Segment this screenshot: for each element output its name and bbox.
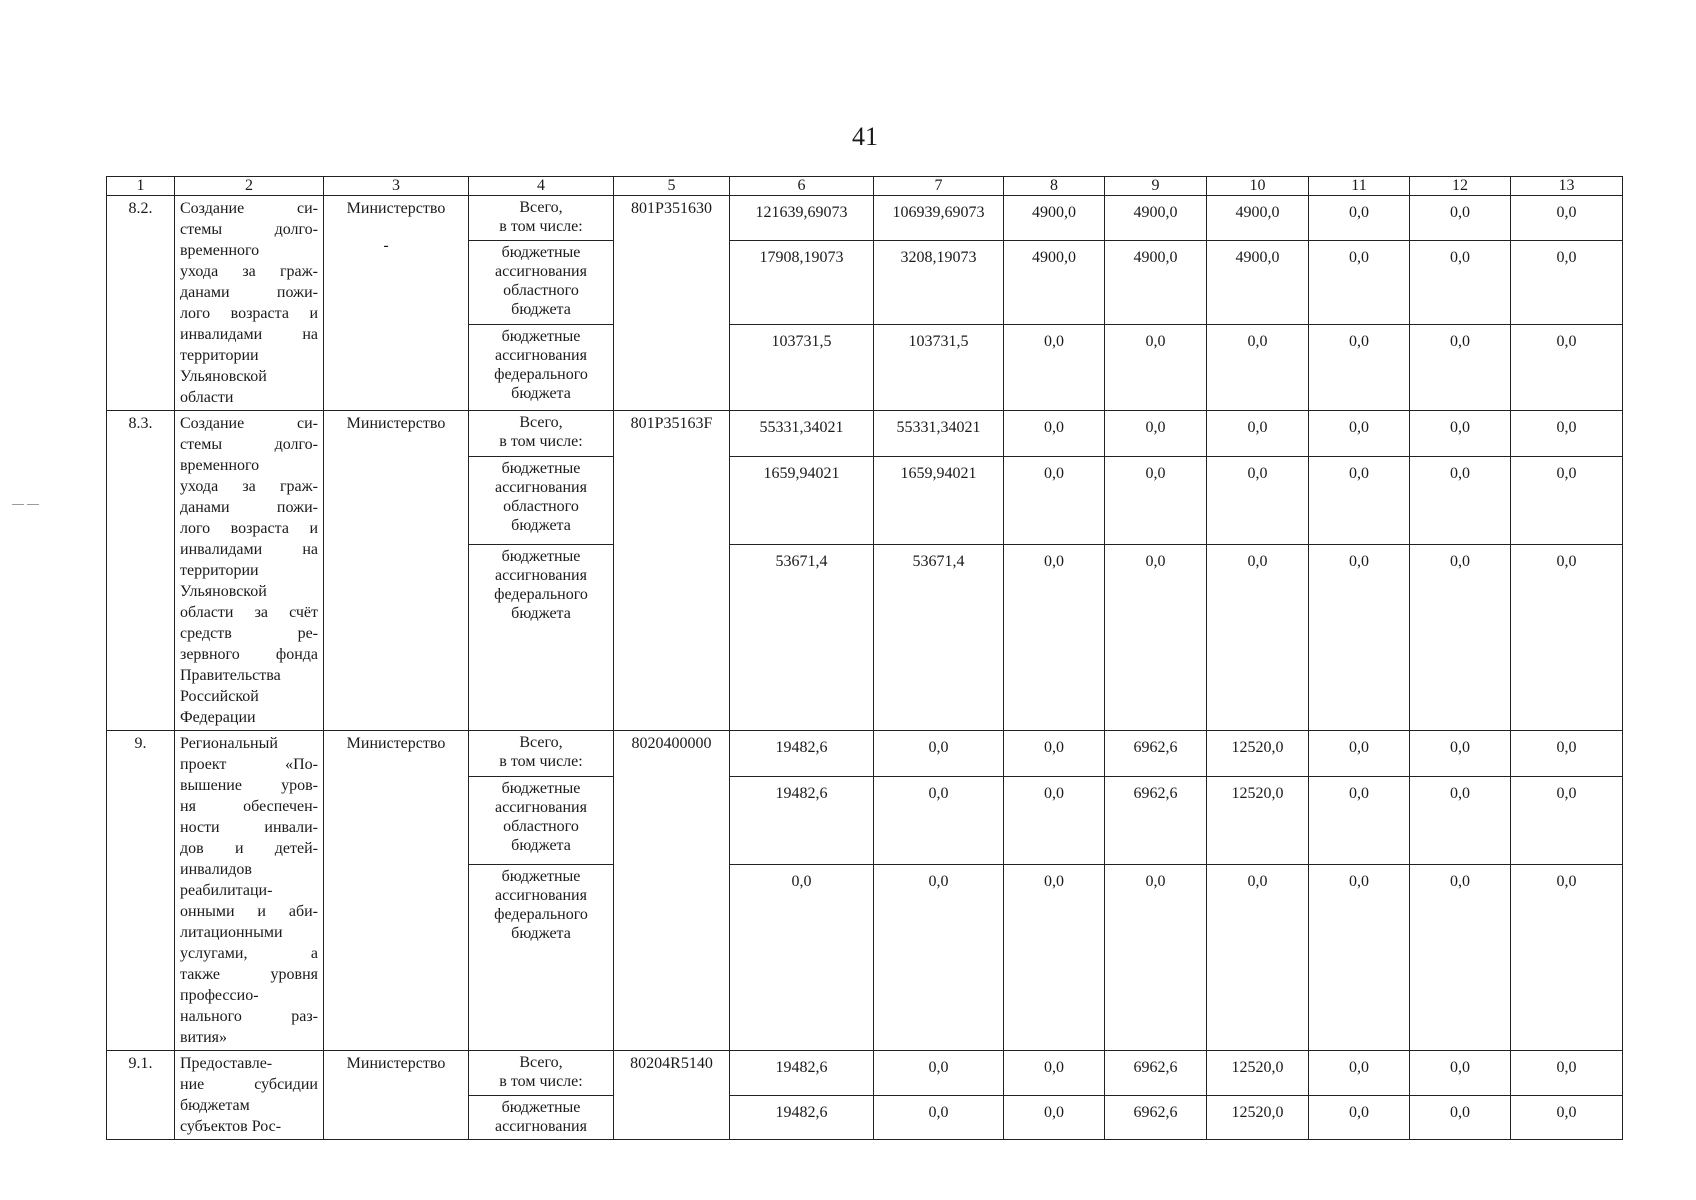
- amount-col-6: 1659,94021: [730, 457, 874, 545]
- row-number: 9.: [107, 731, 175, 1051]
- executor-text: Министерство: [346, 1055, 446, 1072]
- header-row: [107, 177, 1623, 196]
- amount-col-9: 6962,6: [1105, 777, 1207, 865]
- amount-col-10: 12520,0: [1207, 731, 1309, 777]
- activity-name-line: дов и детей-: [180, 840, 318, 857]
- activity-name-line: инвалидами на: [180, 326, 318, 343]
- column-number-11: 11: [1309, 177, 1410, 196]
- column-number-2: 2: [175, 177, 324, 196]
- column-number-4: 4: [469, 177, 614, 196]
- amount-col-13: 0,0: [1511, 240, 1623, 325]
- amount-col-13: 0,0: [1511, 865, 1623, 1051]
- amount-col-9: 6962,6: [1105, 1051, 1207, 1096]
- activity-name-line: вития»: [180, 1029, 228, 1046]
- amount-col-12: 0,0: [1410, 240, 1511, 325]
- activity-name: [175, 731, 324, 1051]
- executor-text: Министерство: [346, 415, 446, 432]
- budget-code: 801P35163F: [614, 411, 730, 731]
- amount-col-11: 0,0: [1309, 731, 1410, 777]
- amount-col-6: 121639,69073: [730, 196, 874, 241]
- activity-name-line: Российской: [180, 688, 259, 705]
- column-number-6: 6: [730, 177, 874, 196]
- executor: [324, 196, 469, 411]
- amount-col-13: 0,0: [1511, 1051, 1623, 1096]
- table-body: [107, 196, 1623, 1140]
- funding-source: Всего, в том числе:: [469, 731, 614, 777]
- amount-col-7: 106939,69073: [874, 196, 1004, 241]
- amount-col-10: 12520,0: [1207, 1095, 1309, 1140]
- executor: [324, 731, 469, 1051]
- amount-col-8: 0,0: [1004, 731, 1105, 777]
- column-number-8: 8: [1004, 177, 1105, 196]
- activity-name-line: средств ре-: [180, 625, 318, 642]
- table-row: [107, 411, 1623, 457]
- amount-col-13: 0,0: [1511, 325, 1623, 411]
- amount-col-12: 0,0: [1410, 457, 1511, 545]
- activity-name-line: Создание си-: [180, 200, 318, 217]
- amount-col-8: 4900,0: [1004, 240, 1105, 325]
- column-number-5: 5: [614, 177, 730, 196]
- amount-col-10: 0,0: [1207, 865, 1309, 1051]
- scan-artifact: — —: [12, 496, 39, 510]
- funding-source: бюджетные ассигнования областного бюджета: [469, 457, 614, 545]
- amount-col-8: 0,0: [1004, 457, 1105, 545]
- amount-col-12: 0,0: [1410, 196, 1511, 241]
- amount-col-13: 0,0: [1511, 411, 1623, 457]
- activity-name-line: ности инвали-: [180, 819, 318, 836]
- column-number-1: 1: [107, 177, 175, 196]
- amount-col-10: 0,0: [1207, 545, 1309, 731]
- activity-name-line: данами пожи-: [180, 499, 318, 516]
- amount-col-12: 0,0: [1410, 1051, 1511, 1096]
- executor-mark: -: [383, 237, 389, 254]
- row-number: 9.1.: [107, 1051, 175, 1140]
- funding-source: бюджетные ассигнования федерального бюджета: [469, 865, 614, 1051]
- amount-col-6: 53671,4: [730, 545, 874, 731]
- amount-col-12: 0,0: [1410, 325, 1511, 411]
- activity-name-line: Федерации: [180, 709, 256, 726]
- column-number-3: 3: [324, 177, 469, 196]
- amount-col-11: 0,0: [1309, 1051, 1410, 1096]
- amount-col-7: 103731,5: [874, 325, 1004, 411]
- table-row: [107, 731, 1623, 777]
- amount-col-11: 0,0: [1309, 777, 1410, 865]
- amount-col-6: 17908,19073: [730, 240, 874, 325]
- amount-col-7: 0,0: [874, 865, 1004, 1051]
- amount-col-11: 0,0: [1309, 457, 1410, 545]
- amount-col-7: 0,0: [874, 731, 1004, 777]
- activity-name-line: Создание си-: [180, 415, 318, 432]
- amount-col-8: 0,0: [1004, 865, 1105, 1051]
- amount-col-9: 0,0: [1105, 411, 1207, 457]
- activity-name-line: инвалидами на: [180, 541, 318, 558]
- budget-table: [106, 176, 1623, 1140]
- activity-name-line: нального раз-: [180, 1008, 318, 1025]
- amount-col-7: 53671,4: [874, 545, 1004, 731]
- column-number-9: 9: [1105, 177, 1207, 196]
- activity-name-line: вышение уров-: [180, 777, 318, 794]
- amount-col-8: 4900,0: [1004, 196, 1105, 241]
- table-row: [107, 1051, 1623, 1096]
- activity-name-line: Региональный: [180, 735, 278, 752]
- amount-col-11: 0,0: [1309, 865, 1410, 1051]
- activity-name-line: ня обеспечен-: [180, 798, 318, 815]
- activity-name-line: инвалидов: [180, 861, 252, 878]
- column-number-7: 7: [874, 177, 1004, 196]
- amount-col-13: 0,0: [1511, 457, 1623, 545]
- activity-name-line: субъектов Рос-: [180, 1118, 282, 1135]
- amount-col-13: 0,0: [1511, 777, 1623, 865]
- amount-col-11: 0,0: [1309, 325, 1410, 411]
- funding-source: бюджетные ассигнования: [469, 1095, 614, 1140]
- activity-name: [175, 1051, 324, 1140]
- activity-name-line: бюджетам: [180, 1097, 250, 1114]
- row-number: 8.2.: [107, 196, 175, 411]
- amount-col-9: 0,0: [1105, 325, 1207, 411]
- amount-col-13: 0,0: [1511, 1095, 1623, 1140]
- amount-col-13: 0,0: [1511, 196, 1623, 241]
- amount-col-9: 4900,0: [1105, 196, 1207, 241]
- amount-col-6: 19482,6: [730, 777, 874, 865]
- amount-col-8: 0,0: [1004, 325, 1105, 411]
- activity-name-line: проект «По-: [180, 756, 318, 773]
- amount-col-10: 4900,0: [1207, 240, 1309, 325]
- amount-col-6: 0,0: [730, 865, 874, 1051]
- amount-col-12: 0,0: [1410, 411, 1511, 457]
- column-numbers-header: [107, 177, 1623, 196]
- amount-col-7: 0,0: [874, 1095, 1004, 1140]
- activity-name-line: реабилитаци-: [180, 882, 273, 899]
- funding-source: Всего, в том числе:: [469, 411, 614, 457]
- column-number-10: 10: [1207, 177, 1309, 196]
- activity-name-line: литационными: [180, 924, 283, 941]
- amount-col-6: 55331,34021: [730, 411, 874, 457]
- executor: [324, 1051, 469, 1140]
- row-number: 8.3.: [107, 411, 175, 731]
- activity-name-line: территории: [180, 347, 259, 364]
- amount-col-9: 6962,6: [1105, 1095, 1207, 1140]
- amount-col-6: 103731,5: [730, 325, 874, 411]
- activity-name-line: онными и аби-: [180, 903, 318, 920]
- amount-col-9: 0,0: [1105, 457, 1207, 545]
- activity-name-line: области: [180, 389, 234, 406]
- activity-name-line: услугами, а: [180, 945, 318, 962]
- amount-col-13: 0,0: [1511, 731, 1623, 777]
- activity-name-line: Ульяновской: [180, 583, 267, 600]
- column-number-13: 13: [1511, 177, 1623, 196]
- amount-col-12: 0,0: [1410, 731, 1511, 777]
- activity-name-line: ние субсидии: [180, 1076, 318, 1093]
- budget-table-container: [106, 176, 1622, 1140]
- activity-name-line: данами пожи-: [180, 284, 318, 301]
- amount-col-8: 0,0: [1004, 1051, 1105, 1096]
- activity-name-line: зервного фонда: [180, 646, 318, 663]
- amount-col-7: 0,0: [874, 777, 1004, 865]
- amount-col-11: 0,0: [1309, 1095, 1410, 1140]
- amount-col-10: 12520,0: [1207, 1051, 1309, 1096]
- executor-text: Министерство: [346, 735, 446, 752]
- amount-col-8: 0,0: [1004, 411, 1105, 457]
- amount-col-11: 0,0: [1309, 545, 1410, 731]
- activity-name-line: также уровня: [180, 966, 318, 983]
- activity-name-line: ухода за граж-: [180, 478, 318, 495]
- budget-code: 801P351630: [614, 196, 730, 411]
- amount-col-13: 0,0: [1511, 545, 1623, 731]
- amount-col-7: 3208,19073: [874, 240, 1004, 325]
- amount-col-6: 19482,6: [730, 1095, 874, 1140]
- amount-col-12: 0,0: [1410, 777, 1511, 865]
- column-number-12: 12: [1410, 177, 1511, 196]
- activity-name: [175, 196, 324, 411]
- activity-name-line: временного: [180, 457, 260, 474]
- funding-source: бюджетные ассигнования областного бюджета: [469, 240, 614, 325]
- activity-name-line: временного: [180, 242, 260, 259]
- activity-name-line: лого возраста и: [180, 305, 318, 322]
- funding-source: бюджетные ассигнования федерального бюджета: [469, 545, 614, 731]
- activity-name-line: области за счёт: [180, 604, 318, 621]
- amount-col-10: 0,0: [1207, 457, 1309, 545]
- activity-name-line: стемы долго-: [180, 221, 318, 238]
- activity-name-line: территории: [180, 562, 259, 579]
- amount-col-10: 4900,0: [1207, 196, 1309, 241]
- activity-name-line: стемы долго-: [180, 436, 318, 453]
- budget-code: 80204R5140: [614, 1051, 730, 1140]
- funding-source: Всего, в том числе:: [469, 196, 614, 241]
- funding-source: Всего, в том числе:: [469, 1051, 614, 1096]
- activity-name: [175, 411, 324, 731]
- amount-col-11: 0,0: [1309, 240, 1410, 325]
- amount-col-8: 0,0: [1004, 545, 1105, 731]
- amount-col-12: 0,0: [1410, 865, 1511, 1051]
- page-number: 41: [852, 122, 878, 151]
- amount-col-10: 0,0: [1207, 411, 1309, 457]
- amount-col-9: 0,0: [1105, 865, 1207, 1051]
- amount-col-6: 19482,6: [730, 731, 874, 777]
- activity-name-line: ухода за граж-: [180, 263, 318, 280]
- activity-name-line: Правительства: [180, 667, 281, 684]
- table-row: [107, 196, 1623, 241]
- activity-name-line: Предоставле-: [180, 1055, 273, 1072]
- amount-col-7: 0,0: [874, 1051, 1004, 1096]
- activity-name-line: Ульяновской: [180, 368, 267, 385]
- amount-col-11: 0,0: [1309, 411, 1410, 457]
- amount-col-10: 0,0: [1207, 325, 1309, 411]
- amount-col-6: 19482,6: [730, 1051, 874, 1096]
- budget-code: 8020400000: [614, 731, 730, 1051]
- amount-col-11: 0,0: [1309, 196, 1410, 241]
- funding-source: бюджетные ассигнования федерального бюджета: [469, 325, 614, 411]
- amount-col-7: 1659,94021: [874, 457, 1004, 545]
- amount-col-8: 0,0: [1004, 777, 1105, 865]
- activity-name-line: лого возраста и: [180, 520, 318, 537]
- funding-source: бюджетные ассигнования областного бюджета: [469, 777, 614, 865]
- amount-col-12: 0,0: [1410, 1095, 1511, 1140]
- amount-col-9: 0,0: [1105, 545, 1207, 731]
- amount-col-10: 12520,0: [1207, 777, 1309, 865]
- executor: [324, 411, 469, 731]
- amount-col-9: 6962,6: [1105, 731, 1207, 777]
- activity-name-line: профессио-: [180, 987, 259, 1004]
- amount-col-12: 0,0: [1410, 545, 1511, 731]
- amount-col-7: 55331,34021: [874, 411, 1004, 457]
- amount-col-9: 4900,0: [1105, 240, 1207, 325]
- executor-text: Министерство: [346, 200, 446, 217]
- amount-col-8: 0,0: [1004, 1095, 1105, 1140]
